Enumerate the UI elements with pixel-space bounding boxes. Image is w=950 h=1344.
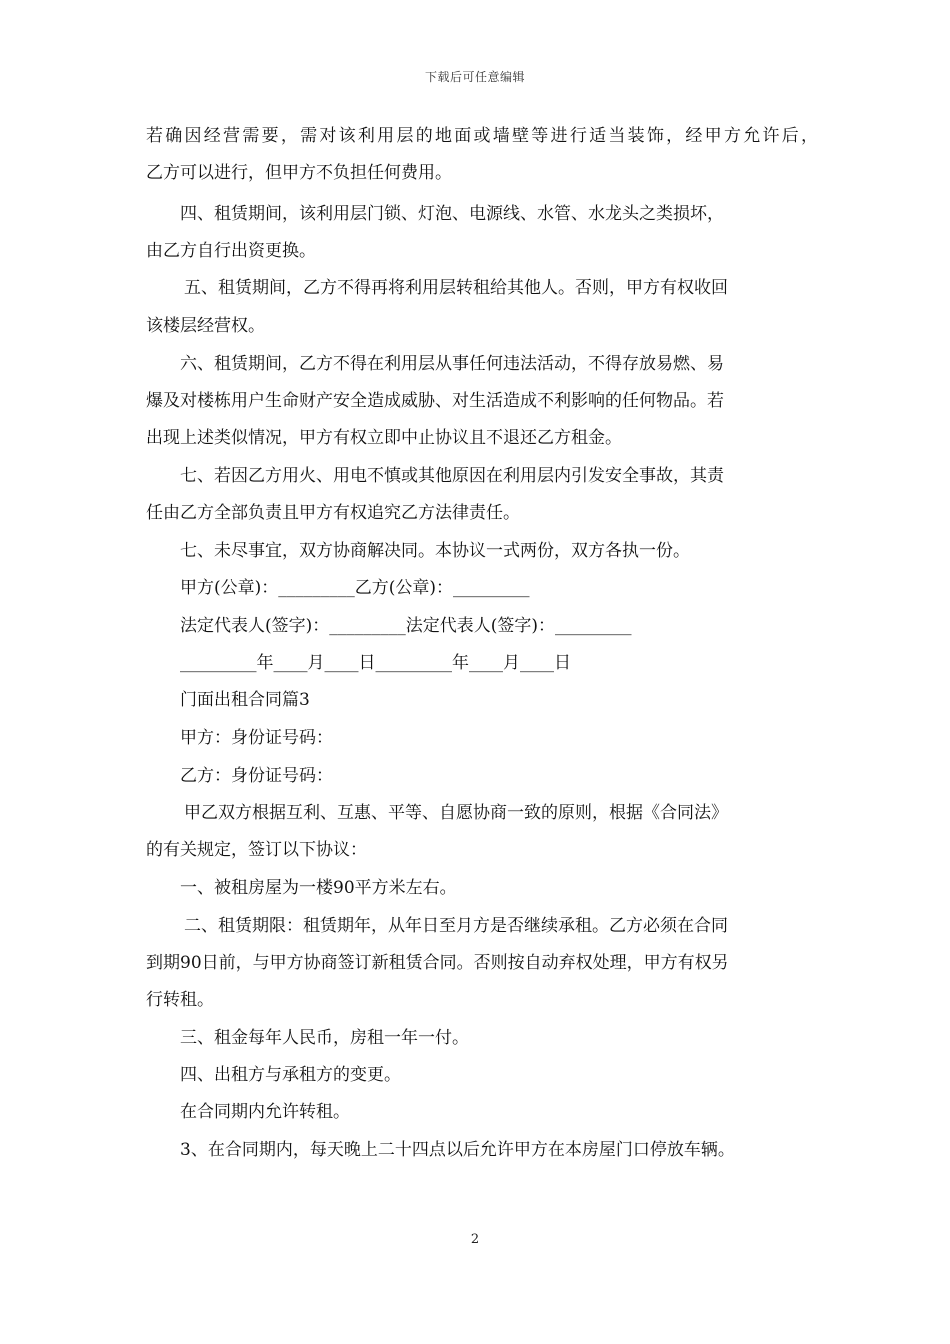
section-title: 门面出租合同篇3 xyxy=(180,690,310,710)
paragraph-line: 在合同期内允许转租。 xyxy=(180,1102,350,1122)
paragraph-line: 七、未尽事宜，双方协商解决同。本协议一式两份，双方各执一份。 xyxy=(180,541,690,561)
paragraph-line: 任由乙方全部负责且甲方有权追究乙方法律责任。 xyxy=(146,503,520,523)
paragraph-line: 二、租赁期限：租赁期年，从年日至月方是否继续承租。乙方必须在合同 xyxy=(184,916,728,936)
paragraph-line: 四、出租方与承租方的变更。 xyxy=(180,1065,401,1085)
page-number: 2 xyxy=(470,1232,480,1247)
paragraph-line: 六、租赁期间，乙方不得在利用层从事任何违法活动，不得存放易燃、易 xyxy=(180,354,724,374)
signature-line-representative: 法定代表人(签字)：_________法定代表人(签字)：_________ xyxy=(180,616,632,636)
paragraph-line: 该楼层经营权。 xyxy=(146,316,265,336)
paragraph-line: 五、租赁期间，乙方不得再将利用层转租给其他人。否则，甲方有权收回 xyxy=(184,278,728,298)
paragraph-line: 出现上述类似情况，甲方有权立即中止协议且不退还乙方租金。 xyxy=(146,428,622,448)
signature-line-seal: 甲方(公章)：_________乙方(公章)：_________ xyxy=(180,578,530,598)
paragraph-line: 四、租赁期间，该利用层门锁、灯泡、电源线、水管、水龙头之类损坏， xyxy=(180,204,724,224)
paragraph-line: 爆及对楼栋用户生命财产安全造成威胁、对生活造成不利影响的任何物品。若 xyxy=(146,391,724,411)
paragraph-line: 七、若因乙方用火、用电不慎或其他原因在利用层内引发安全事故，其责 xyxy=(180,466,724,486)
paragraph-line: 一、被租房屋为一楼90平方米左右。 xyxy=(180,878,457,898)
paragraph-line: 由乙方自行出资更换。 xyxy=(146,241,316,261)
signature-line-date: _________年____月____日_________年____月____日 xyxy=(180,653,571,673)
paragraph-line: 到期90日前，与甲方协商签订新租赁合同。否则按自动弃权处理，甲方有权另 xyxy=(146,953,729,973)
party-a-line: 甲方：身份证号码： xyxy=(180,728,333,748)
party-b-line: 乙方：身份证号码： xyxy=(180,766,333,786)
paragraph-line: 3、在合同期内，每天晚上二十四点以后允许甲方在本房屋门口停放车辆。 xyxy=(180,1140,735,1160)
paragraph-line: 乙方可以进行，但甲方不负担任何费用。 xyxy=(146,163,452,183)
paragraph-line: 甲乙双方根据互利、互惠、平等、自愿协商一致的原则，根据《合同法》 xyxy=(184,803,728,823)
paragraph-line: 若确因经营需要，需对该利用层的地面或墙壁等进行适当装饰，经甲方允许后， xyxy=(146,126,818,146)
page-header: 下载后可任意编辑 xyxy=(424,70,525,84)
paragraph-line: 行转租。 xyxy=(146,990,214,1010)
paragraph-line: 三、租金每年人民币，房租一年一付。 xyxy=(180,1028,469,1048)
paragraph-line: 的有关规定，签订以下协议： xyxy=(146,840,367,860)
